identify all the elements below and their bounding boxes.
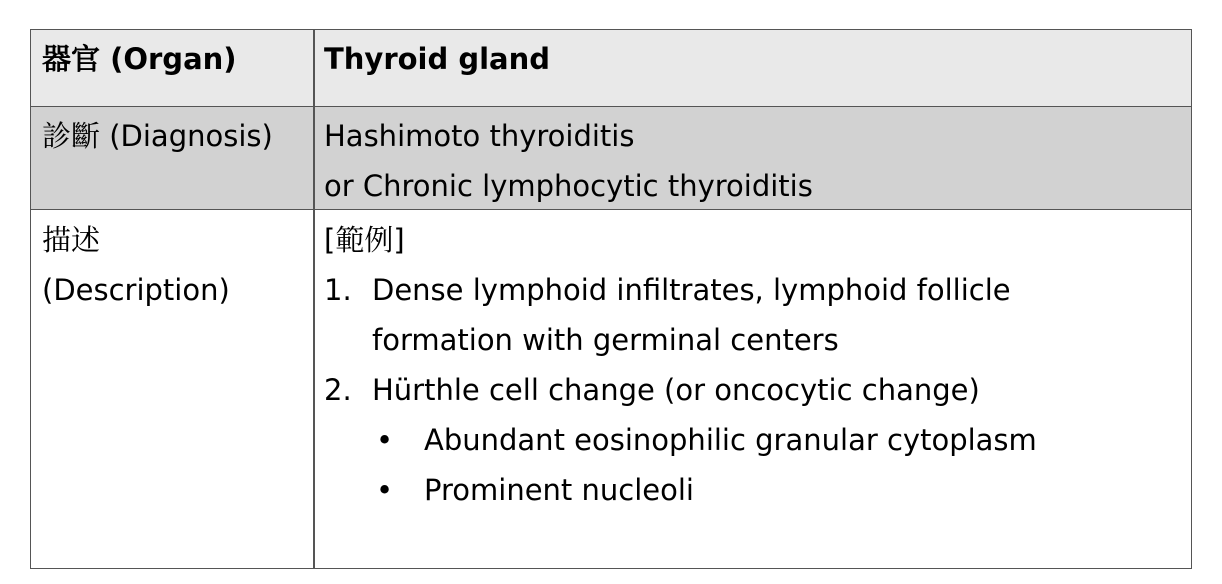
column-divider <box>313 210 315 568</box>
example-tag: [範例] <box>324 223 405 257</box>
column-divider <box>313 30 315 106</box>
list-item-number: 1. <box>324 273 352 307</box>
description-row <box>31 210 1191 568</box>
list-item-line: Hürthle cell change (or oncocytic change) <box>372 373 980 407</box>
description-label <box>42 215 230 315</box>
bullet-item <box>324 415 1037 465</box>
list-item <box>324 265 1037 365</box>
bullet-item <box>324 465 1037 515</box>
bullet-icon: • <box>376 473 394 507</box>
description-label-zh: 描述 <box>42 223 101 257</box>
column-divider <box>313 107 315 209</box>
organ-label: 器官 (Organ) <box>42 42 237 76</box>
diagnosis-label: 診斷 (Diagnosis) <box>42 119 273 153</box>
diagnosis-line-2: or Chronic lymphocytic thyroiditis <box>324 169 813 203</box>
pathology-table <box>30 29 1192 569</box>
diagnosis-row <box>31 107 1191 210</box>
list-item-line: formation with germinal centers <box>372 323 839 357</box>
list-item <box>324 365 1037 415</box>
bullet-text: Prominent nucleoli <box>424 473 694 507</box>
description-label-en: (Description) <box>42 273 230 307</box>
list-item-line: Dense lymphoid infiltrates, lymphoid follicle <box>372 273 1011 307</box>
diagnosis-value <box>324 111 813 211</box>
diagnosis-line-1: Hashimoto thyroiditis <box>324 119 635 153</box>
organ-row <box>31 30 1191 107</box>
bullet-text: Abundant eosinophilic granular cytoplasm <box>424 423 1037 457</box>
bullet-icon: • <box>376 423 394 457</box>
list-item-number: 2. <box>324 373 352 407</box>
organ-value: Thyroid gland <box>324 42 551 76</box>
description-value <box>324 215 1037 515</box>
